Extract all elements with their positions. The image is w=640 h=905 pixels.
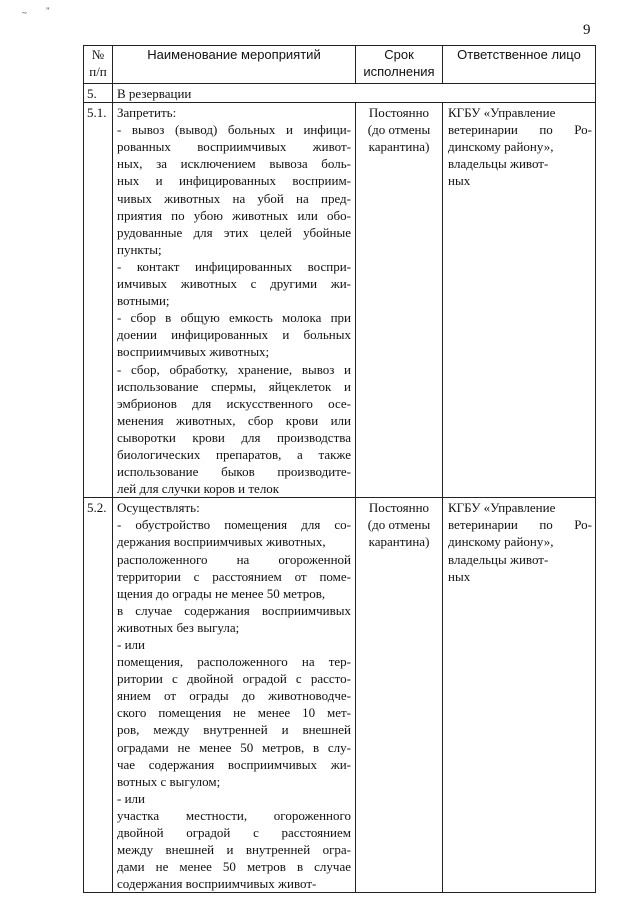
cell-line: эмбрионов для искусственного осе- (117, 395, 351, 411)
section-title: В резервации (113, 84, 596, 103)
header-term-line1: Срок (384, 47, 414, 62)
cell-line: лей для случки коров и телок (117, 481, 280, 497)
cell-line: ных, за исключением вывоза боль- (117, 156, 351, 172)
cell-line: янием от ограды до животноводче- (117, 688, 351, 704)
header-num-line2: п/п (89, 64, 107, 80)
cell-line: - обустройство помещения для со- (117, 517, 351, 533)
cell-line: вотных с выгулом; (117, 773, 221, 789)
row-measures (113, 103, 356, 498)
scan-speck: " (46, 6, 50, 16)
cell-line: оградами не менее 50 метров, в слу- (117, 739, 351, 755)
cell-line: между внешней и внутренней огра- (117, 842, 351, 858)
cell-line: чивых животных на убой на пред- (117, 190, 351, 206)
table-header-row (84, 46, 596, 84)
cell-line: пункты; (117, 241, 162, 257)
cell-line: ветеринарии по Ро- (448, 122, 592, 138)
cell-line: ритории с двойной оградой с рассто- (117, 671, 351, 687)
measures-table (83, 45, 596, 893)
cell-line: менения животных, сбор крови или (117, 412, 351, 428)
table-row (84, 103, 596, 498)
cell-line: карантина) (368, 139, 430, 155)
cell-line: владельцы живот- (448, 551, 549, 567)
cell-line: приятия по убою животных или обо- (117, 207, 351, 223)
cell-line: (до отмены (367, 122, 431, 138)
row-num: 5.2. (84, 498, 113, 893)
row-term (356, 103, 443, 498)
cell-line: ветеринарии по Ро- (448, 517, 592, 533)
table-row (84, 498, 596, 893)
cell-line: биологических препаратов, а также (117, 446, 351, 462)
header-term (356, 46, 443, 84)
cell-line: ского помещения не менее 10 мет- (117, 705, 351, 721)
cell-line: - сбор, обработку, хранение, вывоз и (117, 361, 351, 377)
section-row (84, 84, 596, 103)
cell-line: (до отмены (367, 517, 431, 533)
cell-line: динскому району», (448, 534, 554, 550)
cell-line: помещения, расположенного на тер- (117, 654, 351, 670)
cell-line: дами не менее 50 метров в случае (117, 859, 351, 875)
cell-line: - или (117, 637, 145, 652)
cell-line: КГБУ «Управление (448, 105, 556, 121)
cell-line: щения до ограды не менее 50 метров, (117, 585, 326, 601)
header-term-line2: исполнения (363, 64, 435, 80)
cell-line: Осуществлять: (117, 500, 200, 516)
header-responsible: Ответственное лицо (443, 46, 596, 84)
header-num (84, 46, 113, 84)
cell-line: карантина) (368, 534, 430, 550)
cell-line: в случае содержания восприимчивых (117, 602, 351, 618)
cell-line: сыворотки крови для производства (117, 429, 351, 445)
cell-line: ных (448, 568, 471, 584)
row-responsible (443, 498, 596, 893)
cell-line: территории с расстоянием от поме- (117, 568, 351, 584)
cell-line: имчивых животных с другими жи- (117, 276, 351, 292)
header-num-line1: № (91, 47, 105, 62)
row-measures (113, 498, 356, 893)
cell-line: использование быков производите- (117, 464, 351, 480)
cell-line: чае содержания восприимчивых жи- (117, 756, 351, 772)
row-responsible (443, 103, 596, 498)
cell-line: расположенного на огороженной (117, 551, 351, 567)
row-term (356, 498, 443, 893)
cell-line: - или (117, 790, 145, 806)
cell-line: доении инфицированных и больных (117, 327, 351, 343)
cell-line: - вывоз (вывод) больных и инфици- (117, 122, 351, 138)
cell-line: ных и инфицированных восприим- (117, 173, 351, 189)
cell-line: Постоянно (368, 500, 430, 516)
cell-line: ров, между внутренней и внешней (117, 722, 351, 738)
cell-line: рудованные для этих целей убойные (117, 224, 351, 240)
page-number: 9 (583, 22, 591, 38)
cell-line: животных без выгула; (117, 619, 240, 635)
cell-line: Постоянно (368, 105, 430, 121)
section-num: 5. (84, 84, 113, 103)
cell-line: владельцы живот- (448, 156, 549, 172)
row-num: 5.1. (84, 103, 113, 498)
cell-line: - сбор в общую емкость молока при (117, 310, 351, 326)
cell-line: восприимчивых животных; (117, 344, 270, 360)
cell-line: - контакт инфицированных воспри- (117, 258, 351, 274)
cell-line: Запретить: (117, 105, 177, 121)
header-name: Наименование мероприятий (113, 46, 356, 84)
cell-line: вотными; (117, 293, 170, 309)
cell-line: рованных восприимчивых живот- (117, 139, 351, 155)
cell-line: КГБУ «Управление (448, 500, 556, 516)
scan-speck: ~ (22, 8, 27, 18)
cell-line: содержания восприимчивых живот- (117, 876, 317, 892)
cell-line: двойной оградой с расстоянием (117, 825, 351, 841)
cell-line: ных (448, 173, 471, 189)
cell-line: участка местности, огороженного (117, 807, 351, 823)
cell-line: динскому району», (448, 139, 554, 155)
cell-line: использование спермы, яйцеклеток и (117, 378, 351, 394)
cell-line: держания восприимчивых животных, (117, 534, 326, 550)
